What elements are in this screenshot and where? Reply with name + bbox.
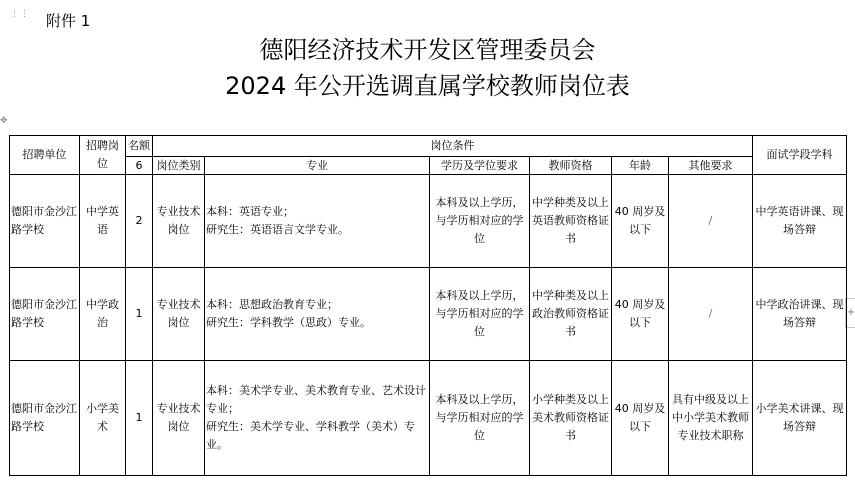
header-education: 学历及学位要求 bbox=[430, 157, 530, 175]
cell-other: 具有中级及以上中小学美术教师专业技术职称 bbox=[669, 361, 753, 476]
cell-other: / bbox=[669, 175, 753, 268]
cell-major: 本科：英语专业； 研究生：英语语言文学专业。 bbox=[205, 175, 430, 268]
add-column-icon[interactable]: + bbox=[845, 298, 855, 328]
cell-interview: 中学政治讲课、现场答辩 bbox=[753, 268, 847, 361]
header-unit: 招聘单位 bbox=[10, 136, 80, 175]
cell-unit: 德阳市金沙江路学校 bbox=[10, 175, 80, 268]
document-title-line1: 德阳经济技术开发区管理委员会 bbox=[259, 36, 596, 64]
cell-education: 本科及以上学历，与学历相对应的学位 bbox=[430, 268, 530, 361]
header-interview: 面试学段学科 bbox=[753, 136, 847, 175]
cell-post: 中学英语 bbox=[80, 175, 126, 268]
cell-unit: 德阳市金沙江路学校 bbox=[10, 268, 80, 361]
header-conditions: 岗位条件 bbox=[153, 136, 753, 157]
header-age: 年龄 bbox=[612, 157, 669, 175]
cell-quota: 2 bbox=[126, 175, 153, 268]
table-row bbox=[10, 361, 847, 476]
cell-qualification: 中学种类及以上政治教师资格证书 bbox=[530, 268, 612, 361]
cell-unit: 德阳市金沙江路学校 bbox=[10, 361, 80, 476]
cell-age: 40 周岁及以下 bbox=[612, 175, 669, 268]
drag-handle-icon[interactable]: ⋮⋮ bbox=[10, 9, 30, 19]
cell-qualification: 中学种类及以上英语教师资格证书 bbox=[530, 175, 612, 268]
header-row bbox=[10, 136, 847, 157]
header-quota: 名额 bbox=[126, 136, 153, 157]
cell-category: 专业技术岗位 bbox=[153, 268, 205, 361]
cell-age: 40 周岁及以下 bbox=[612, 361, 669, 476]
cell-qualification: 小学种类及以上美术教师资格证书 bbox=[530, 361, 612, 476]
subheader-row bbox=[10, 157, 847, 175]
header-other: 其他要求 bbox=[669, 157, 753, 175]
header-quota-total: 6 bbox=[126, 157, 153, 175]
cell-education: 本科及以上学历，与学历相对应的学位 bbox=[430, 175, 530, 268]
cell-education: 本科及以上学历，与学历相对应的学位 bbox=[430, 361, 530, 476]
cell-interview: 中学英语讲课、现场答辩 bbox=[753, 175, 847, 268]
cell-post: 中学政治 bbox=[80, 268, 126, 361]
document-title-line2: 2024 年公开选调直属学校教师岗位表 bbox=[225, 72, 630, 100]
table-move-handle-icon[interactable]: ✥ bbox=[0, 116, 8, 126]
header-qualification: 教师资格 bbox=[530, 157, 612, 175]
header-post: 招聘岗位 bbox=[80, 136, 126, 175]
table-row bbox=[10, 175, 847, 268]
cell-quota: 1 bbox=[126, 268, 153, 361]
cell-quota: 1 bbox=[126, 361, 153, 476]
cell-age: 40 周岁及以下 bbox=[612, 268, 669, 361]
cell-post: 小学美术 bbox=[80, 361, 126, 476]
header-major: 专业 bbox=[205, 157, 430, 175]
job-positions-table bbox=[9, 135, 847, 476]
cell-category: 专业技术岗位 bbox=[153, 361, 205, 476]
attachment-label: 附件 1 bbox=[46, 12, 91, 30]
cell-category: 专业技术岗位 bbox=[153, 175, 205, 268]
cell-other: / bbox=[669, 268, 753, 361]
cell-interview: 小学美术讲课、现场答辩 bbox=[753, 361, 847, 476]
header-category: 岗位类别 bbox=[153, 157, 205, 175]
table-row bbox=[10, 268, 847, 361]
cell-major: 本科：思想政治教育专业； 研究生：学科教学（思政）专业。 bbox=[205, 268, 430, 361]
cell-major: 本科：美术学专业、美术教育专业、艺术设计专业； 研究生：美术学专业、学科教学（美术）专业。 bbox=[205, 361, 430, 476]
